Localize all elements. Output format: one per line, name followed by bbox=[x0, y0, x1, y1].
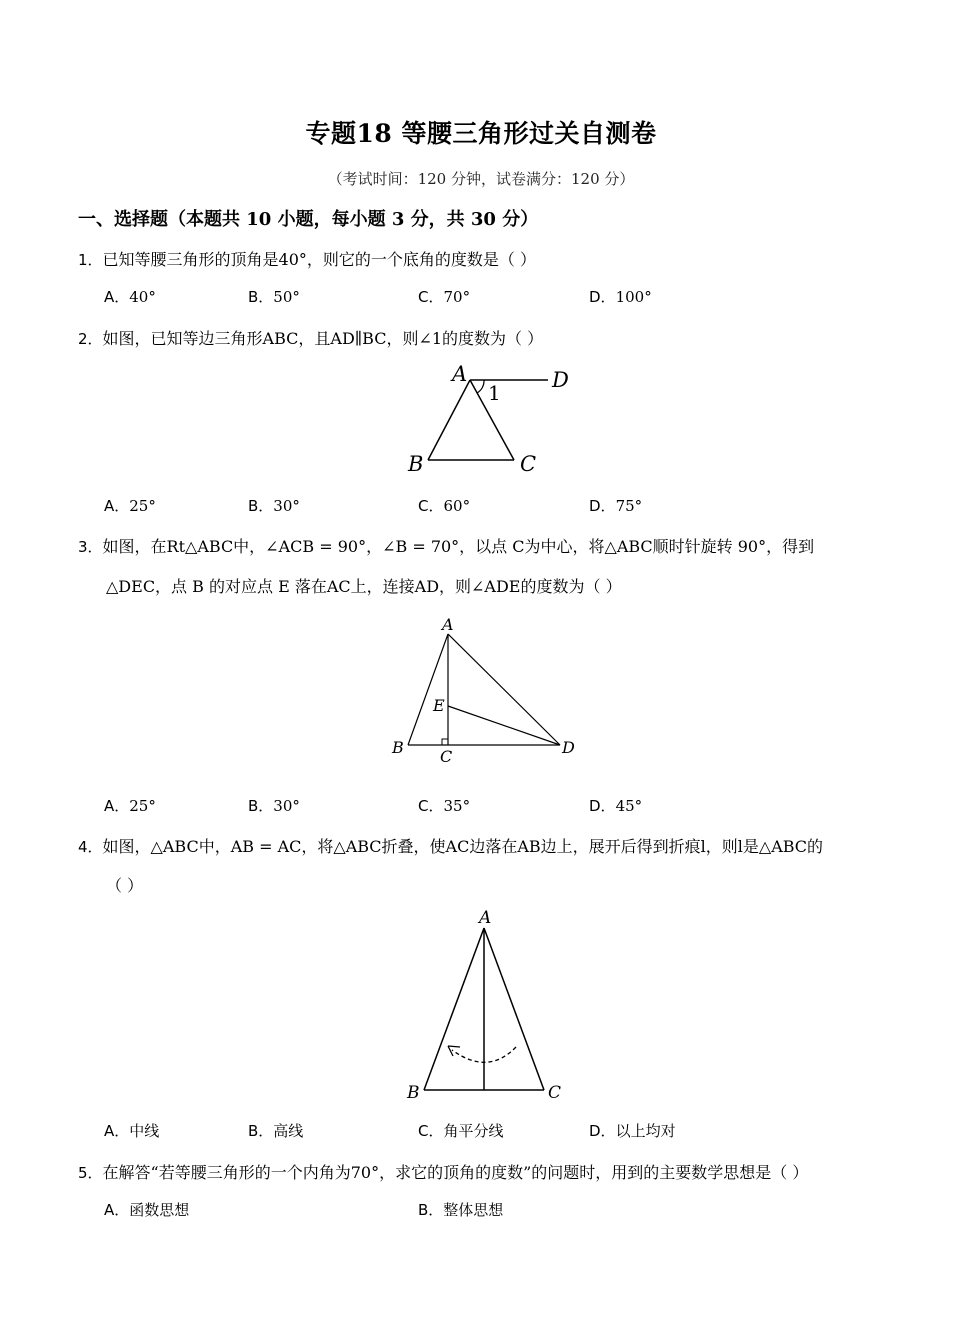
label-b: B bbox=[408, 452, 424, 476]
segment-ad bbox=[448, 634, 560, 745]
option-text: 25° bbox=[129, 797, 156, 815]
side-ac bbox=[484, 928, 544, 1090]
option-a[interactable] bbox=[104, 286, 156, 307]
question-5 bbox=[78, 1160, 808, 1183]
question-4 bbox=[78, 834, 823, 857]
question-2 bbox=[78, 326, 543, 349]
option-text: 30° bbox=[273, 497, 300, 515]
option-d[interactable] bbox=[589, 495, 642, 516]
question-1 bbox=[78, 247, 536, 270]
side-ab bbox=[424, 928, 484, 1090]
question-number: 2． bbox=[78, 330, 103, 348]
option-text: 45° bbox=[615, 797, 643, 815]
question-text: 如图，在Rt△ABC中，∠ACB = 90°，∠B = 70°，以点 C为中心，将△ABC顺时针旋转 90°，得到 bbox=[102, 537, 815, 556]
side-ab bbox=[428, 380, 470, 460]
option-a[interactable] bbox=[104, 495, 156, 516]
option-c[interactable] bbox=[418, 1120, 504, 1141]
label-b: B bbox=[392, 738, 404, 757]
label-b: B bbox=[407, 1083, 420, 1103]
option-label: B． bbox=[418, 1201, 444, 1219]
option-b[interactable] bbox=[248, 795, 300, 816]
exam-info: （考试时间：120 分钟，试卷满分：120 分） bbox=[327, 170, 635, 188]
option-label: B． bbox=[248, 797, 274, 815]
option-label: A． bbox=[104, 1201, 130, 1219]
option-text: 函数思想 bbox=[129, 1201, 190, 1219]
option-label: A． bbox=[104, 1122, 130, 1140]
segment-ed bbox=[448, 706, 560, 745]
label-c: C bbox=[520, 452, 537, 476]
figure-equilateral-triangle bbox=[400, 360, 580, 480]
question-number: 3． bbox=[78, 538, 103, 556]
label-a: A bbox=[452, 362, 468, 386]
label-c: C bbox=[440, 747, 453, 766]
option-text: 75° bbox=[615, 497, 643, 515]
option-label: B． bbox=[248, 1122, 274, 1140]
label-angle-1: 1 bbox=[488, 381, 501, 405]
option-label: A． bbox=[104, 288, 130, 306]
option-b[interactable] bbox=[248, 1120, 303, 1141]
question-3-continued: △DEC，点 B 的对应点 E 落在AC上，连接AD，则∠ADE的度数为（ ） bbox=[106, 577, 622, 596]
option-text: 30° bbox=[273, 797, 300, 815]
figure-fold-triangle bbox=[400, 904, 570, 1106]
option-label: B． bbox=[248, 497, 274, 515]
right-angle-mark bbox=[442, 739, 448, 745]
option-label: C． bbox=[418, 1122, 444, 1140]
option-text: 70° bbox=[443, 288, 471, 306]
question-number: 1． bbox=[78, 251, 103, 269]
option-text: 40° bbox=[129, 288, 156, 306]
option-text: 中线 bbox=[129, 1122, 160, 1140]
question-text: 在解答“若等腰三角形的一个内角为70°，求它的顶角的度数”的问题时，用到的主要数学思想是（ ） bbox=[102, 1163, 809, 1182]
option-b[interactable] bbox=[418, 1199, 503, 1220]
option-b[interactable] bbox=[248, 495, 300, 516]
option-d[interactable] bbox=[589, 795, 642, 816]
option-text: 角平分线 bbox=[443, 1122, 504, 1140]
label-e: E bbox=[433, 696, 445, 715]
option-label: C． bbox=[418, 288, 444, 306]
option-a[interactable] bbox=[104, 795, 156, 816]
option-label: D． bbox=[589, 797, 616, 815]
option-d[interactable] bbox=[589, 1120, 676, 1141]
page-title: 专题18 等腰三角形过关自测卷 bbox=[305, 119, 657, 148]
option-d[interactable] bbox=[589, 286, 652, 307]
label-a: A bbox=[479, 908, 492, 928]
option-text: 35° bbox=[443, 797, 471, 815]
option-label: D． bbox=[589, 288, 616, 306]
label-d: D bbox=[562, 738, 575, 757]
label-d: D bbox=[552, 368, 569, 392]
question-text: 如图，已知等边三角形ABC，且AD∥BC，则∠1的度数为（ ） bbox=[102, 329, 544, 348]
option-a[interactable] bbox=[104, 1120, 159, 1141]
option-c[interactable] bbox=[418, 495, 470, 516]
angle-1-arc bbox=[477, 380, 484, 393]
question-3 bbox=[78, 534, 814, 557]
option-label: B． bbox=[248, 288, 274, 306]
label-c: C bbox=[548, 1083, 562, 1103]
option-label: D． bbox=[589, 1122, 616, 1140]
option-b[interactable] bbox=[248, 286, 300, 307]
option-text: 高线 bbox=[273, 1122, 304, 1140]
question-number: 4． bbox=[78, 838, 103, 856]
option-c[interactable] bbox=[418, 795, 470, 816]
question-text: 如图，△ABC中，AB = AC，将△ABC折叠，使AC边落在AB边上，展开后得到折痕l，则l是△ABC的 bbox=[102, 837, 824, 856]
section-heading: 一、选择题（本题共 10 小题，每小题 3 分，共 30 分） bbox=[78, 209, 539, 230]
side-ab bbox=[408, 634, 448, 745]
option-text: 50° bbox=[273, 288, 300, 306]
question-4-continued: （ ） bbox=[106, 876, 144, 895]
option-text: 100° bbox=[615, 288, 652, 306]
option-label: A． bbox=[104, 797, 130, 815]
question-number: 5． bbox=[78, 1164, 103, 1182]
option-c[interactable] bbox=[418, 286, 470, 307]
option-label: A． bbox=[104, 497, 130, 515]
label-a: A bbox=[442, 615, 454, 634]
option-text: 整体思想 bbox=[443, 1201, 504, 1219]
option-label: C． bbox=[418, 497, 444, 515]
option-label: C． bbox=[418, 797, 444, 815]
option-text: 以上均对 bbox=[615, 1122, 676, 1140]
option-text: 25° bbox=[129, 497, 156, 515]
figure-rotation bbox=[385, 612, 585, 770]
option-text: 60° bbox=[443, 497, 471, 515]
question-text: 已知等腰三角形的顶角是40°，则它的一个底角的度数是（ ） bbox=[102, 250, 536, 269]
option-a[interactable] bbox=[104, 1199, 189, 1220]
option-label: D． bbox=[589, 497, 616, 515]
